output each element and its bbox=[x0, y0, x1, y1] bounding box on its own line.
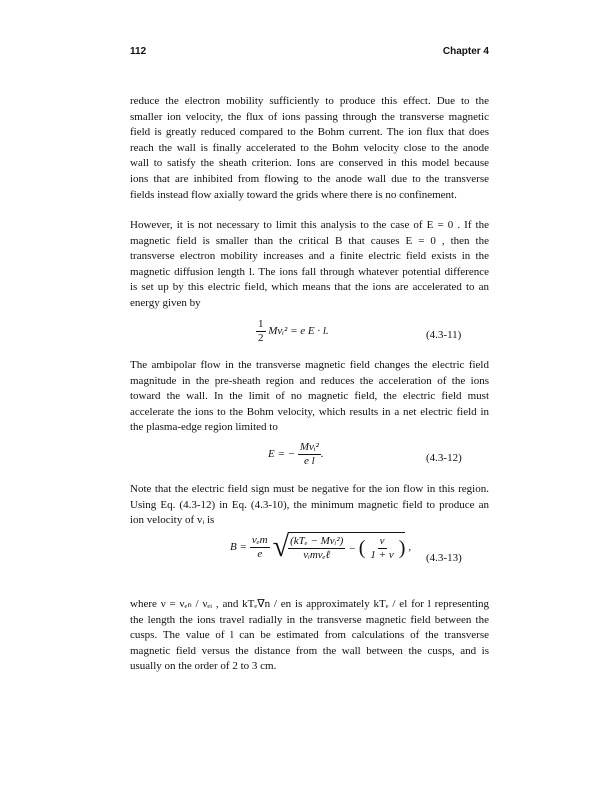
text-line: transverse electron mobility increases and a finite electric field exists in the bbox=[130, 250, 489, 263]
text-line: cusps. The value of l can be estimated from calculations of the transverse bbox=[130, 629, 489, 642]
text-line: magnetic field versus the distance from the wall between the cusps, and is bbox=[130, 644, 489, 657]
equation-rhs: Mvᵢ² = e E · l. bbox=[268, 325, 329, 338]
equation-number: (4.3-12) bbox=[426, 452, 462, 464]
text-line: usually on the order of 2 to 3 cm. bbox=[130, 660, 277, 673]
fraction-numerator: 1 bbox=[258, 318, 264, 330]
paragraph-4 bbox=[130, 482, 489, 529]
minus-sign: − bbox=[348, 542, 356, 555]
fraction-numerator: Mvᵢ² bbox=[299, 441, 319, 453]
text-line: ions that are inhibited from flowing to the anode wall due to the transverse bbox=[130, 172, 489, 185]
text-line: toward the wall. In the limit of no magnetic field, the electric field must bbox=[130, 390, 489, 403]
fraction-numerator: νₑm bbox=[251, 533, 268, 546]
fraction-numerator: ν bbox=[379, 535, 385, 547]
equation-4-3-13 bbox=[230, 532, 411, 562]
text-line: magnitude in the pre-sheath region and reduces the acceleration of the ions bbox=[130, 374, 489, 387]
paragraph-2 bbox=[130, 218, 489, 312]
chapter-title: Chapter 4 bbox=[442, 46, 489, 57]
text-line: energy given by bbox=[130, 296, 201, 309]
equation-4-3-11 bbox=[256, 318, 329, 345]
fraction-numerator: (kTₑ − Mvᵢ²) bbox=[290, 535, 344, 547]
paragraph-1 bbox=[130, 94, 489, 203]
equation-lhs: B = bbox=[230, 541, 247, 553]
text-line: magnetic field is smaller than the critical B that causes E = 0 , then the bbox=[130, 234, 489, 247]
text-line: reduce the electron mobility sufficiently to produce this effect. Due to the bbox=[130, 95, 489, 107]
equation-number: (4.3-11) bbox=[426, 329, 462, 341]
equation-lhs: E = − bbox=[268, 448, 296, 461]
text-line: the plasma-edge region limited to bbox=[130, 421, 278, 434]
paragraph-3 bbox=[130, 358, 489, 436]
text-line: reach the wall is finally accelerated to the Bohm velocity close to the anode bbox=[130, 141, 489, 154]
paragraph-5 bbox=[130, 597, 489, 675]
equation-number: (4.3-13) bbox=[426, 552, 462, 564]
radicand: $\frac{\text{(kTₑ − Mvᵢ²)}}{\text{vᵢmνₑℓ}}$ − ( $\frac{\nu}{1 + \nu}$ ) bbox=[288, 532, 405, 562]
text-line: The ambipolar flow in the transverse magnetic field changes the electric field bbox=[130, 359, 489, 371]
fraction-denominator: 2 bbox=[258, 332, 264, 344]
text-line: Using Eq. (4.3-12) in Eq. (4.3-10), the minimum magnetic field to produce an bbox=[130, 498, 489, 511]
fraction-denominator: 1 + ν bbox=[370, 549, 394, 561]
page-number: 112 bbox=[130, 46, 147, 57]
text-line: the length the ions travel radially in the transverse magnetic field between the bbox=[130, 613, 489, 626]
fraction-denominator: e bbox=[257, 547, 263, 560]
text-line: field is greatly reduced compared to the Bohm current. The ion flux that does bbox=[130, 126, 489, 139]
fraction-denominator: vᵢmνₑℓ bbox=[303, 549, 331, 561]
fraction-denominator: e l bbox=[304, 455, 315, 467]
text-line: where ν = νₑₙ / νₑᵢ , and kTₑ∇n / en is approximately kTₑ / el for l representing bbox=[130, 598, 489, 610]
equation-end: . bbox=[320, 448, 324, 461]
sqrt-icon: √ bbox=[272, 530, 290, 563]
equation-4-3-12 bbox=[268, 441, 324, 468]
text-line: ion velocity of vᵢ is bbox=[130, 514, 215, 527]
text-line: magnetic diffusion length l. The ions fall through whatever potential difference bbox=[130, 265, 489, 278]
text-line: Note that the electric field sign must be negative for the ion flow in this region. bbox=[130, 483, 489, 495]
text-line: fields instead flow axially toward the grids where there is no confinement. bbox=[130, 188, 457, 201]
text-line: However, it is not necessary to limit this analysis to the case of E = 0 . If the bbox=[130, 219, 489, 231]
text-line: is set up by this electric field, which means that the ions are accelerated to an bbox=[130, 281, 489, 294]
text-line: accelerate the ions to the Bohm velocity, which results in a net electric field in bbox=[130, 405, 489, 418]
text-line: wall to satisfy the sheath criterion. Ions are conserved in this model because bbox=[130, 157, 489, 170]
equation-end: , bbox=[408, 541, 412, 553]
text-line: smaller ion velocity, the flux of ions passing through the transverse magnetic bbox=[130, 110, 489, 123]
